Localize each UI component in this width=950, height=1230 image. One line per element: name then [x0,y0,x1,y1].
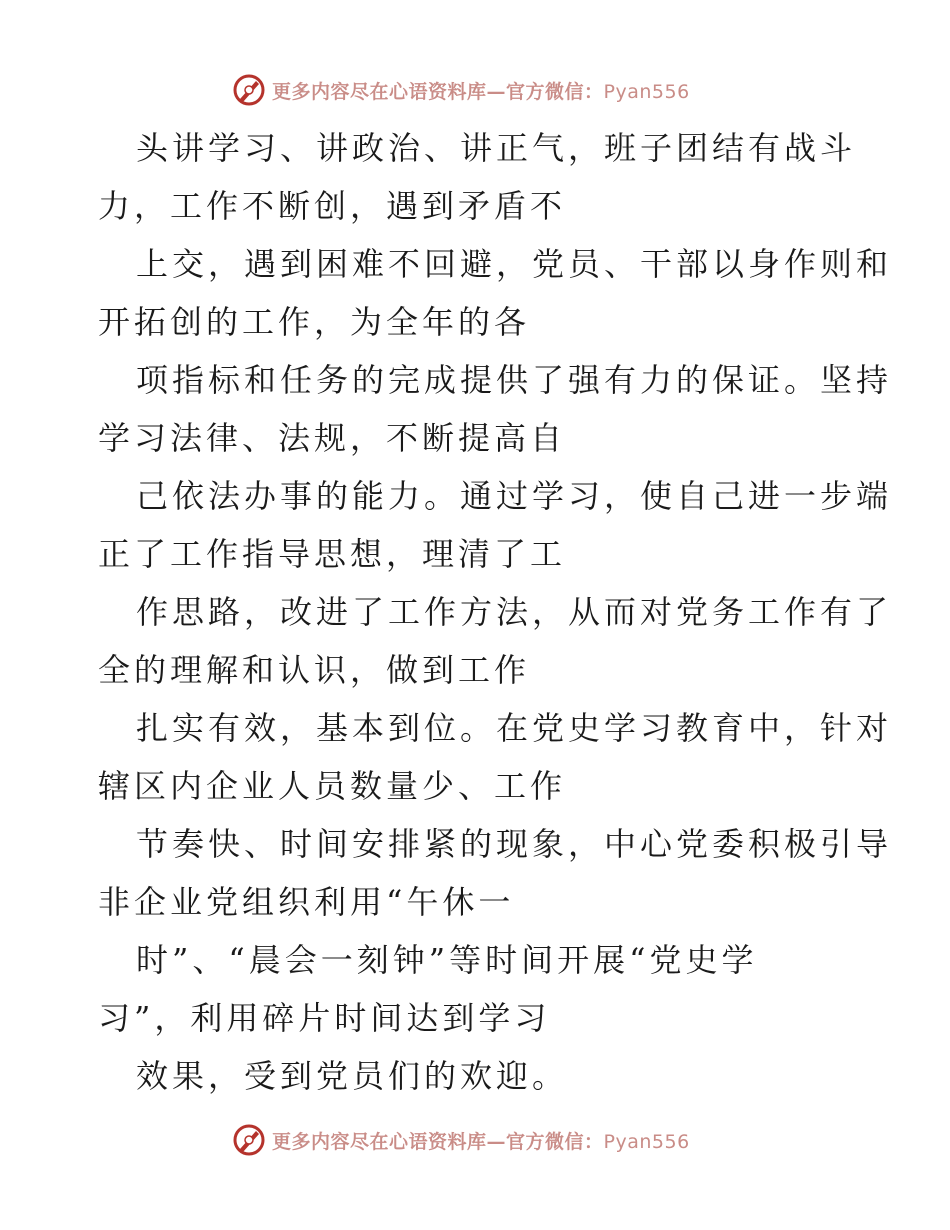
text-line: 辖区内企业人员数量少、工作 [98,767,567,805]
text-line: 上交，遇到困难不回避，党员、干部以身作则和 [136,245,893,283]
text-line: 学习法律、法规，不断提高自 [98,419,567,457]
text-line: 扎实有效，基本到位。在党史学习教育中，针对 [136,709,893,747]
text-line: 效果，受到党员们的欢迎。 [136,1057,569,1095]
banner-text: 更多内容尽在心语资料库—官方微信：Pyan556 [272,80,690,103]
footer-watermark-banner [232,1120,752,1160]
text-line: 全的理解和认识，做到工作 [98,651,531,689]
text-line: 节奏快、时间安排紧的现象，中心党委积极引导 [136,825,893,863]
text-line: 非企业党组织利用“午休一 [98,883,515,921]
text-line: 时”、“晨会一刻钟”等时间开展“党史学 [136,941,758,979]
text-line: 力，工作不断创，遇到矛盾不 [98,187,567,225]
text-line: 习”，利用碎片时间达到学习 [98,999,551,1037]
quill-circle-icon [232,1123,266,1157]
text-line: 开拓创的工作，为全年的各 [98,303,531,341]
text-line: 作思路，改进了工作方法，从而对党务工作有了 [136,593,893,631]
text-line: 正了工作指导思想，理清了工 [98,535,567,573]
text-line: 己依法办事的能力。通过学习，使自己进一步端 [136,477,893,515]
banner-text: 更多内容尽在心语资料库—官方微信：Pyan556 [272,1130,690,1153]
text-line: 头讲学习、讲政治、讲正气，班子团结有战斗 [136,129,857,167]
text-line: 项指标和任务的完成提供了强有力的保证。坚持 [136,361,893,399]
